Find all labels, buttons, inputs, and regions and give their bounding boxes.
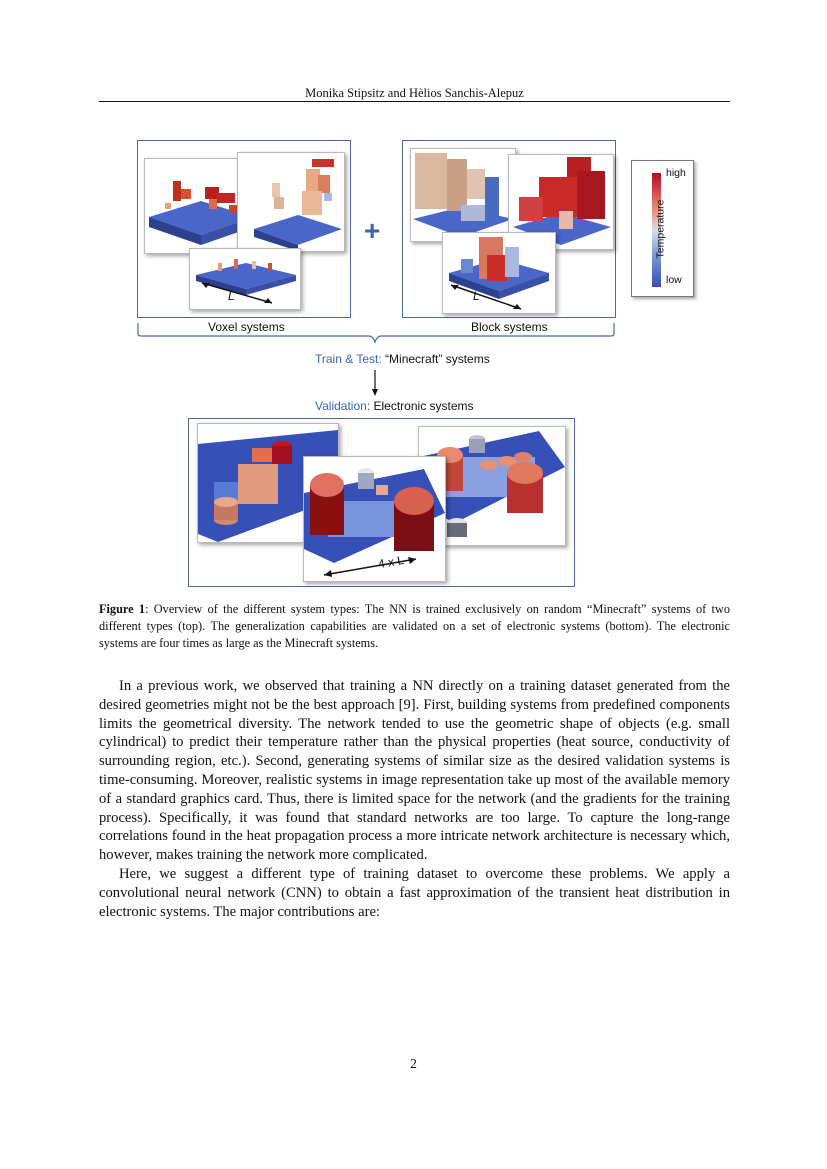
grouping-brace	[137, 322, 615, 344]
train-test-label	[315, 352, 490, 366]
electronic-panel-3	[303, 456, 446, 582]
page-number: 2	[410, 1056, 417, 1071]
block-systems-label: Block systems	[471, 320, 548, 334]
block-panel-3	[442, 232, 556, 314]
block-panel-1	[410, 148, 516, 242]
validation-label	[315, 399, 474, 413]
down-arrow-icon	[372, 370, 378, 396]
train-test-prefix: Train & Test:	[315, 352, 382, 366]
legend-title: Temperature	[654, 199, 667, 259]
voxel-length-label: L	[228, 289, 235, 303]
legend-high-label: high	[666, 167, 686, 179]
validation-prefix: Validation:	[315, 399, 371, 413]
paragraph-2: Here, we suggest a different type of training dataset to overcome these problems. We apply a convolutional neural network (CNN) to obtain a fast approximation of the transient heat distribution in electronic systems. The major contributions are:	[99, 865, 730, 920]
body-text	[99, 677, 730, 921]
train-test-text: “Minecraft” systems	[385, 352, 490, 366]
caption-text: : Overview of the different system types: The NN is trained exclusively on random “Minecraft” systems of two different types (top). The generalization capabilities are validated on a set of electronic systems (bottom). The electronic systems are four times as large as the Minecraft systems.	[99, 602, 730, 650]
voxel-systems-label: Voxel systems	[208, 320, 285, 334]
caption-label: Figure 1	[99, 602, 146, 616]
plus-icon: +	[364, 215, 381, 246]
figure-caption	[99, 601, 730, 652]
scale-label: 4 x L	[376, 552, 406, 572]
voxel-panel-3	[189, 248, 301, 310]
legend-low-label: low	[666, 274, 682, 286]
temperature-legend	[631, 160, 694, 297]
paragraph-1: In a previous work, we observed that training a NN directly on a training dataset generated from the desired geometries might not be the best approach [9]. First, building systems from predefined components limits the geometrical diversity. The network tended to use the geometric shape of objects (e.g. small cylindrical) to predict their temperature rather than the physical properties (heat source, conductivity of surrounding region, etc.). Second, generating systems of similar size as the desired validation systems is time-consuming. Moreover, realistic systems in image representation take up most of the available memory of a standard graphics card. Thus, there is limited space for the network (and the gradients for the training process). Specifically, it was found that standard networks are too large. To capture the long-range correlations found in the heat propagation process a more intricate network architecture is necessary which, however, makes training the network more complicated.	[99, 678, 730, 864]
validation-text: Electronic systems	[373, 399, 474, 413]
voxel-panel-2	[237, 152, 345, 252]
block-length-label: L	[473, 289, 480, 303]
running-header: Monika Stipsitz and Hèlios Sanchis-Alepuz	[305, 86, 524, 100]
